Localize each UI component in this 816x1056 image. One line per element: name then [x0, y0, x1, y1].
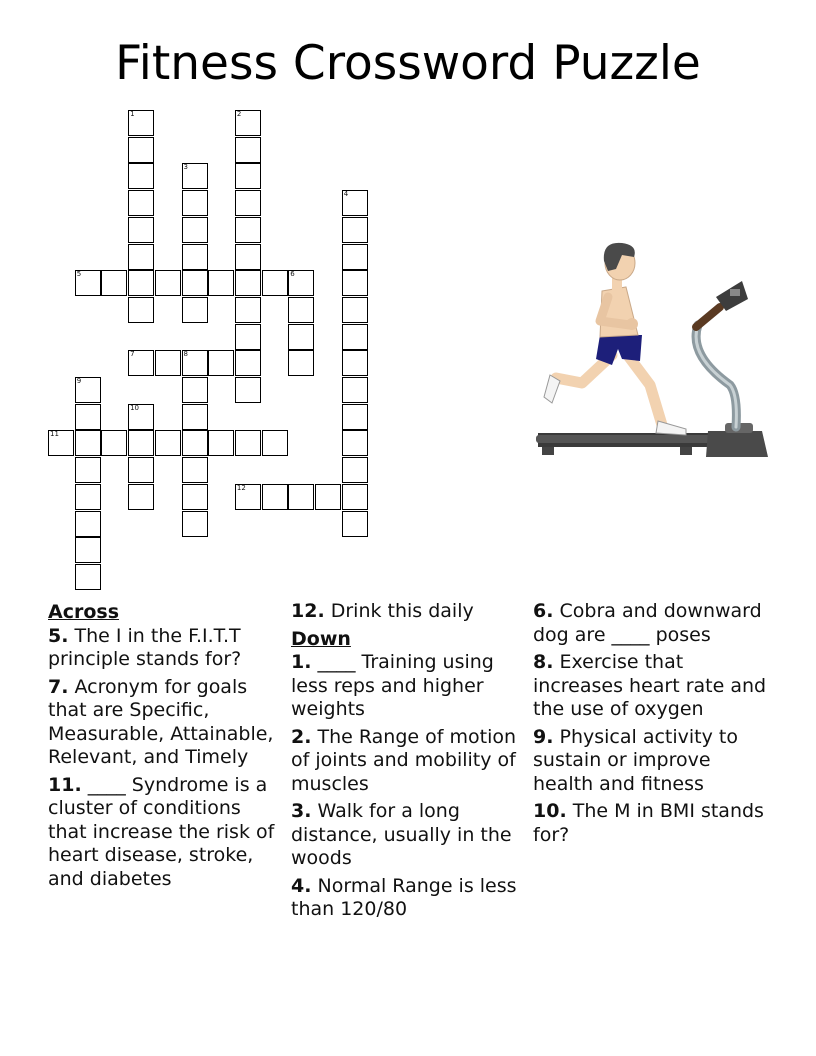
grid-cell[interactable] [208, 270, 234, 296]
grid-cell[interactable] [342, 377, 368, 403]
grid-cell-input[interactable] [76, 485, 100, 509]
grid-cell[interactable] [235, 244, 261, 270]
clue-down-4: 4. Normal Range is less than 120/80 [291, 874, 517, 920]
grid-cell-input[interactable] [76, 458, 100, 482]
grid-cell-input[interactable] [183, 512, 207, 536]
grid-cell[interactable] [288, 350, 314, 376]
grid-cell-input[interactable] [343, 271, 367, 295]
grid-cell-input[interactable] [343, 351, 367, 375]
grid-cell[interactable] [75, 484, 101, 510]
grid-cell-input[interactable] [263, 431, 287, 455]
grid-cell-input[interactable] [236, 191, 260, 215]
clue-down-9: 9. Physical activity to sustain or improve health and fitness [533, 725, 738, 795]
grid-cell[interactable] [235, 377, 261, 403]
grid-cell-input[interactable] [263, 271, 287, 295]
grid-cell-input[interactable] [183, 378, 207, 402]
grid-cell[interactable] [208, 350, 234, 376]
grid-cell[interactable] [75, 457, 101, 483]
grid-cell-input[interactable] [236, 245, 260, 269]
grid-cell[interactable] [208, 430, 234, 456]
grid-cell[interactable] [182, 297, 208, 323]
grid-cell-input[interactable] [129, 485, 153, 509]
grid-cell-input[interactable] [343, 218, 367, 242]
grid-cell[interactable] [128, 270, 154, 296]
grid-cell-input[interactable] [129, 218, 153, 242]
grid-cell-input[interactable] [183, 405, 207, 429]
grid-cell-input[interactable] [76, 431, 100, 455]
grid-cell[interactable] [75, 564, 101, 590]
grid-cell-input[interactable] [236, 298, 260, 322]
grid-cell-input[interactable] [129, 351, 153, 375]
clue-number: 2 [236, 110, 242, 118]
grid-cell-input[interactable] [289, 325, 313, 349]
grid-cell-input[interactable] [236, 164, 260, 188]
grid-cell[interactable] [342, 511, 368, 537]
clue-across-12: 12. Drink this daily [291, 600, 474, 622]
clue-down-10: 10. The M in BMI stands for? [533, 800, 764, 846]
grid-cell[interactable] [48, 430, 74, 456]
clue-number: 10 [130, 403, 140, 412]
grid-cell-input[interactable] [343, 458, 367, 482]
grid-cell-input[interactable] [129, 245, 153, 269]
grid-cell[interactable] [128, 110, 154, 136]
grid-cell-input[interactable] [183, 298, 207, 322]
grid-cell[interactable] [342, 457, 368, 483]
grid-cell[interactable] [235, 297, 261, 323]
grid-cell[interactable] [128, 430, 154, 456]
grid-cell[interactable] [288, 324, 314, 350]
grid-cell-input[interactable] [343, 378, 367, 402]
grid-cell-input[interactable] [129, 191, 153, 215]
grid-cell[interactable] [101, 430, 127, 456]
grid-cell-input[interactable] [129, 298, 153, 322]
grid-cell-input[interactable] [236, 271, 260, 295]
clue-number: 11 [50, 430, 59, 439]
grid-cell-input[interactable] [102, 271, 126, 295]
grid-cell[interactable] [342, 217, 368, 243]
grid-cell-input[interactable] [236, 218, 260, 242]
grid-cell-input[interactable] [183, 458, 207, 482]
grid-cell-input[interactable] [236, 351, 260, 375]
grid-cell[interactable] [342, 350, 368, 376]
grid-cell-input[interactable] [343, 512, 367, 536]
grid-cell-input[interactable] [183, 431, 207, 455]
grid-cell-input[interactable] [129, 164, 153, 188]
grid-cell-input[interactable] [102, 431, 126, 455]
grid-cell[interactable] [128, 190, 154, 216]
grid-cell[interactable] [128, 484, 154, 510]
grid-cell-input[interactable] [289, 271, 313, 295]
grid-cell-input[interactable] [236, 325, 260, 349]
grid-cell-input[interactable] [183, 191, 207, 215]
grid-cell-input[interactable] [76, 378, 100, 402]
grid-cell-input[interactable] [343, 431, 367, 455]
grid-cell[interactable] [101, 270, 127, 296]
grid-cell-input[interactable] [343, 325, 367, 349]
grid-cell[interactable] [128, 350, 154, 376]
clue-number: 6 [290, 270, 295, 279]
clue-down-2: 2. The Range of motion of joints and mobility of muscles [291, 725, 517, 795]
grid-cell[interactable] [128, 297, 154, 323]
clues-column-3 [533, 600, 773, 851]
clue-across-11: 11. ____ Syndrome is a cluster of conditions that increase the risk of heart disease, stroke, and diabetes [48, 773, 275, 890]
grid-cell-input[interactable] [183, 485, 207, 509]
grid-cell-input[interactable] [49, 431, 73, 455]
grid-cell[interactable] [235, 190, 261, 216]
clue-number: 12 [236, 483, 246, 492]
grid-cell[interactable] [155, 350, 181, 376]
treadmill-runner-icon [530, 235, 775, 465]
grid-cell-input[interactable] [343, 405, 367, 429]
grid-cell-input[interactable] [289, 485, 313, 509]
clue-number: 4 [343, 190, 349, 199]
grid-cell-input[interactable] [263, 485, 287, 509]
grid-cell[interactable] [235, 217, 261, 243]
grid-cell[interactable] [288, 270, 314, 296]
grid-cell[interactable] [342, 244, 368, 270]
grid-cell[interactable] [155, 270, 181, 296]
grid-cell-input[interactable] [289, 351, 313, 375]
clue-number: 3 [183, 163, 188, 172]
clues-column-1 [48, 600, 284, 895]
grid-cell[interactable] [75, 404, 101, 430]
grid-cell[interactable] [342, 297, 368, 323]
grid-cell-input[interactable] [343, 191, 367, 215]
grid-cell[interactable] [75, 511, 101, 537]
grid-cell-input[interactable] [76, 512, 100, 536]
grid-cell-input[interactable] [76, 271, 100, 295]
grid-cell[interactable] [235, 137, 261, 163]
grid-cell[interactable] [342, 404, 368, 430]
grid-cell[interactable] [262, 270, 288, 296]
down-heading: Down [291, 627, 351, 650]
grid-cell-input[interactable] [129, 405, 153, 429]
grid-cell-input[interactable] [316, 485, 340, 509]
clue-down-6: 6. Cobra and downward dog are ____ poses [533, 600, 762, 646]
grid-cell-input[interactable] [183, 351, 207, 375]
grid-cell-input[interactable] [183, 245, 207, 269]
grid-cell[interactable] [262, 430, 288, 456]
grid-cell[interactable] [182, 190, 208, 216]
grid-cell[interactable] [182, 163, 208, 189]
grid-cell-input[interactable] [343, 485, 367, 509]
grid-cell[interactable] [182, 457, 208, 483]
clue-number: 7 [130, 350, 135, 359]
grid-cell-input[interactable] [156, 431, 180, 455]
grid-cell-input[interactable] [236, 431, 260, 455]
grid-cell[interactable] [235, 110, 261, 136]
grid-cell-input[interactable] [76, 538, 100, 562]
grid-cell-input[interactable] [129, 271, 153, 295]
grid-cell-input[interactable] [289, 298, 313, 322]
clue-number: 5 [76, 270, 82, 279]
grid-cell[interactable] [288, 484, 314, 510]
grid-cell[interactable] [128, 217, 154, 243]
grid-cell[interactable] [182, 377, 208, 403]
grid-cell[interactable] [235, 484, 261, 510]
grid-cell-input[interactable] [76, 565, 100, 589]
grid-cell[interactable] [128, 137, 154, 163]
grid-cell-input[interactable] [129, 111, 153, 135]
grid-cell[interactable] [342, 270, 368, 296]
grid-cell[interactable] [182, 244, 208, 270]
grid-cell-input[interactable] [129, 138, 153, 162]
grid-cell[interactable] [182, 430, 208, 456]
grid-cell[interactable] [128, 163, 154, 189]
across-heading: Across [48, 601, 120, 623]
clue-down-3: 3. Walk for a long distance, usually in the woods [291, 800, 512, 869]
grid-cell-input[interactable] [183, 271, 207, 295]
grid-cell[interactable] [182, 484, 208, 510]
grid-cell[interactable] [342, 324, 368, 350]
grid-cell-input[interactable] [209, 271, 233, 295]
grid-cell-input[interactable] [209, 351, 233, 375]
clue-number: 9 [76, 377, 82, 385]
grid-cell[interactable] [128, 404, 154, 430]
grid-cell[interactable] [182, 350, 208, 376]
grid-cell[interactable] [182, 217, 208, 243]
grid-cell-input[interactable] [156, 351, 180, 375]
clue-number: 1 [130, 110, 135, 118]
grid-cell-input[interactable] [209, 431, 233, 455]
grid-cell[interactable] [262, 484, 288, 510]
grid-cell[interactable] [128, 244, 154, 270]
grid-cell[interactable] [75, 537, 101, 563]
grid-cell[interactable] [182, 404, 208, 430]
clue-across-5: 5. The I in the F.I.T.T principle stands for? [48, 624, 242, 670]
clue-across-7: 7. Acronym for goals that are Specific, Measurable, Attainable, Relevant, and Timely [48, 675, 274, 768]
grid-cell[interactable] [155, 430, 181, 456]
clue-down-1: 1. ____ Training using less reps and higher weights [291, 651, 494, 720]
page-title: Fitness Crossword Puzzle [115, 36, 701, 91]
grid-cell-input[interactable] [129, 431, 153, 455]
grid-cell-input[interactable] [343, 298, 367, 322]
grid-cell[interactable] [342, 484, 368, 510]
grid-cell-input[interactable] [236, 378, 260, 402]
grid-cell[interactable] [235, 163, 261, 189]
grid-cell[interactable] [235, 350, 261, 376]
grid-cell[interactable] [128, 457, 154, 483]
grid-cell[interactable] [75, 377, 101, 403]
grid-cell-input[interactable] [236, 111, 260, 135]
grid-cell[interactable] [315, 484, 341, 510]
clue-number: 8 [183, 350, 188, 359]
grid-cell-input[interactable] [156, 271, 180, 295]
grid-cell-input[interactable] [236, 485, 260, 509]
grid-cell-input[interactable] [129, 458, 153, 482]
grid-cell[interactable] [182, 270, 208, 296]
grid-cell[interactable] [235, 430, 261, 456]
grid-cell-input[interactable] [76, 405, 100, 429]
grid-cell[interactable] [288, 297, 314, 323]
clue-down-8: 8. Exercise that increases heart rate and the use of oxygen [533, 651, 767, 720]
grid-cell[interactable] [235, 270, 261, 296]
grid-cell[interactable] [75, 430, 101, 456]
grid-cell-input[interactable] [183, 164, 207, 188]
grid-cell[interactable] [75, 270, 101, 296]
grid-cell-input[interactable] [183, 218, 207, 242]
grid-cell[interactable] [182, 511, 208, 537]
grid-cell-input[interactable] [343, 245, 367, 269]
clues-column-2 [291, 600, 527, 926]
grid-cell[interactable] [235, 324, 261, 350]
grid-cell-input[interactable] [236, 138, 260, 162]
grid-cell[interactable] [342, 190, 368, 216]
grid-cell[interactable] [342, 430, 368, 456]
